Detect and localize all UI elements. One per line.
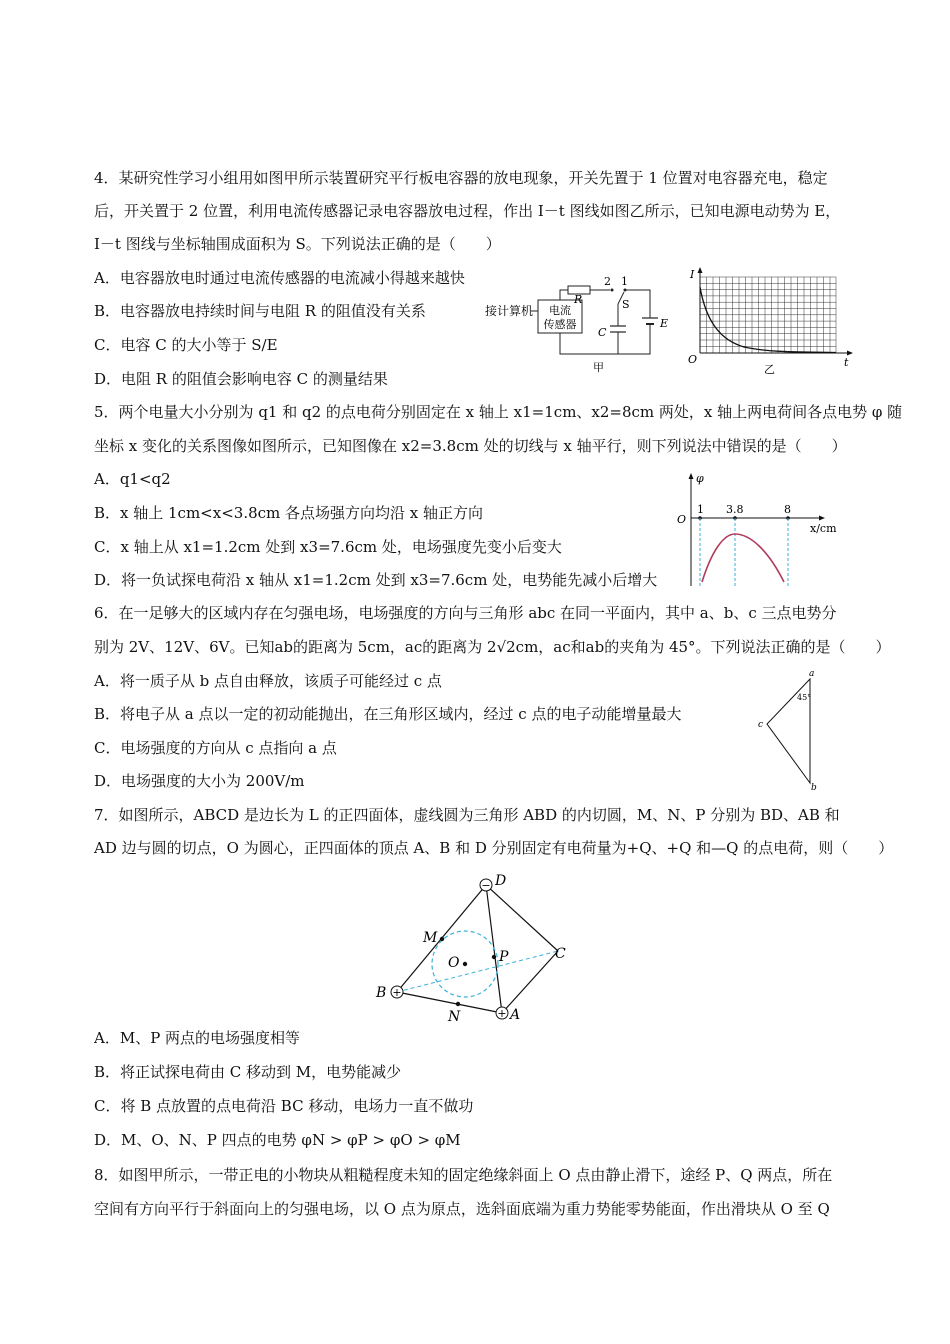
vertex-b-label: b — [811, 783, 817, 793]
i-axis-arrow — [698, 267, 703, 273]
label-o: O — [448, 955, 460, 971]
label-c: C — [555, 946, 566, 962]
switch-pos-1-label: 1 — [621, 275, 628, 288]
edge-dc — [486, 885, 558, 951]
q5-line-1: 5．两个电量大小分别为 q1 和 q2 的点电荷分别固定在 x 轴上 x1=1cm、x2=8cm 两处，x 轴上两电荷间各点电势 φ 随 — [94, 403, 903, 421]
capacitor-label: C — [598, 326, 607, 339]
q4-option-a: A．电容器放电时通过电流传感器的电流减小得越来越快 — [94, 269, 465, 287]
label-b: B — [376, 985, 387, 1001]
q4-it-graph — [682, 265, 857, 377]
vertex-c-label: c — [758, 720, 764, 730]
q5-option-b: B．x 轴上 1cm<x<3.8cm 各点场强方向均沿 x 轴正方向 — [94, 504, 484, 522]
vertex-a-label: a — [809, 669, 815, 679]
label-d: D — [495, 873, 507, 889]
t-axis-arrow — [847, 351, 853, 356]
sensor-label-2: 传感器 — [543, 318, 577, 331]
q7-option-d: D．M、O、N、P 四点的电势 φN > φP > φO > φM — [94, 1131, 461, 1149]
figure-caption-jia: 甲 — [593, 361, 604, 374]
q7-tetrahedron-figure — [372, 869, 587, 1029]
q5-option-c: C．x 轴上从 x1=1.2cm 处到 x3=7.6cm 处，电场强度先变小后变大 — [94, 538, 562, 556]
battery-label: E — [660, 317, 669, 330]
q7-line-2: AD 边与圆的切点，O 为圆心，正四面体的顶点 A、B 和 D 分别固定有电荷量为+Q、+Q 和—Q 的点电荷，则（ ） — [94, 839, 894, 857]
edge-ac — [502, 951, 558, 1013]
edge-bc — [397, 951, 558, 992]
q5-line-2: 坐标 x 变化的关系图像如图所示，已知图像在 x2=3.8cm 处的切线与 x 轴平行，则下列说法中错误的是（ ） — [94, 437, 847, 455]
q6-option-c: C．电场强度的方向从 c 点指向 a 点 — [94, 739, 337, 757]
q8-line-2: 空间有方向平行于斜面向上的匀强电场，以 O 点为原点，选斜面底端为重力势能零势能面，作出滑块从 O 至 Q — [94, 1200, 830, 1218]
graph-grid — [700, 277, 836, 353]
q4-option-d: D．电阻 R 的阻值会影响电容 C 的测量结果 — [94, 370, 388, 388]
q4-circuit-figure — [482, 270, 682, 375]
i-axis-label: I — [690, 268, 695, 281]
q4-line-3: I－t 图线与坐标轴围成面积为 S。下列说法正确的是（ ） — [94, 235, 501, 253]
point-p — [492, 955, 496, 959]
tick-3.8-label: 3.8 — [726, 503, 744, 516]
q4-option-c: C．电容 C 的大小等于 S/E — [94, 336, 278, 354]
q4-line-2: 后，开关置于 2 位置，利用电流传感器记录电容器放电过程，作出 I－t 图线如图乙所示，已知电源电动势为 E， — [94, 202, 841, 220]
q4-line-1: 4．某研究性学习小组用如图甲所示装置研究平行板电容器的放电现象，开关先置于 1 位置对电容器充电，稳定 — [94, 169, 828, 187]
q5-option-d: D．将一负试探电荷沿 x 轴从 x1=1.2cm 处到 x3=7.6cm 处，电势能先减小后增大 — [94, 571, 658, 589]
q7-option-c: C．将 B 点放置的点电荷沿 BC 移动，电场力一直不做功 — [94, 1097, 474, 1115]
x-axis-label: x/cm — [810, 522, 837, 535]
charge-b-sign: + — [392, 986, 402, 999]
q7-option-a: A．M、P 两点的电场强度相等 — [94, 1029, 301, 1047]
origin-label: O — [688, 353, 698, 366]
switch-pos-2 — [611, 289, 614, 292]
q7-line-1: 7．如图所示，ABCD 是边长为 L 的正四面体，虚线圆为三角形 ABD 的内切圆，M、N、P 分别为 BD、AB 和 — [94, 806, 840, 824]
t-axis-label: t — [844, 356, 849, 369]
tick-8-label: 8 — [784, 503, 791, 516]
figure-caption-yi: 乙 — [764, 363, 775, 376]
q4-option-b: B．电容器放电持续时间与电阻 R 的阻值没有关系 — [94, 302, 426, 320]
angle-45-label: 45° — [797, 693, 812, 702]
label-n: N — [448, 1009, 461, 1025]
q6-option-b: B．将电子从 a 点以一定的初动能抛出，在三角形区域内，经过 c 点的电子动能增量最大 — [94, 705, 682, 723]
switch-label: S — [622, 298, 630, 311]
q6-option-a: A．将一质子从 b 点自由释放，该质子可能经过 c 点 — [94, 672, 442, 690]
q6-triangle-figure — [755, 668, 825, 793]
sensor-label-1: 电流 — [549, 304, 571, 317]
q5-option-a: A．q1<q2 — [94, 470, 171, 488]
q8-line-1: 8．如图甲所示，一带正电的小物块从粗糙程度未知的固定绝缘斜面上 O 点由静止滑下，途经 P、Q 两点，所在 — [94, 1166, 833, 1184]
potential-curve — [702, 534, 784, 582]
q6-line-2: 别为 2V、12V、6V。已知ab的距离为 5cm，ac的距离为 2√2cm，ac和ab的夹角为 45°。下列说法正确的是（ ） — [94, 638, 891, 656]
phi-axis-label: φ — [696, 472, 704, 485]
circuit-wire-top — [560, 290, 568, 300]
charge-a-sign: + — [497, 1007, 507, 1020]
q6-line-1: 6．在一足够大的区域内存在匀强电场，电场强度的方向与三角形 abc 在同一平面内，其中 a、b、c 三点电势分 — [94, 604, 837, 622]
label-a: A — [510, 1007, 521, 1023]
point-n — [456, 1002, 460, 1006]
point-o — [463, 962, 467, 966]
computer-label: 接计算机 — [485, 304, 534, 318]
label-p: P — [499, 949, 509, 965]
origin-label: O — [677, 513, 687, 526]
q7-option-b: B．将正试探电荷由 C 移动到 M，电势能减少 — [94, 1063, 402, 1081]
q6-option-d: D．电场强度的大小为 200V/m — [94, 772, 305, 790]
q5-potential-graph — [672, 470, 842, 588]
discharge-curve — [700, 287, 836, 353]
label-m: M — [423, 930, 438, 946]
switch-pos-2-label: 2 — [604, 275, 611, 288]
charge-d-sign: − — [481, 879, 491, 892]
x-axis-arrow — [819, 516, 825, 521]
point-m — [440, 937, 444, 941]
resistor-label: R — [574, 293, 583, 306]
tick-1-label: 1 — [697, 503, 704, 516]
phi-axis-arrow — [689, 473, 694, 479]
